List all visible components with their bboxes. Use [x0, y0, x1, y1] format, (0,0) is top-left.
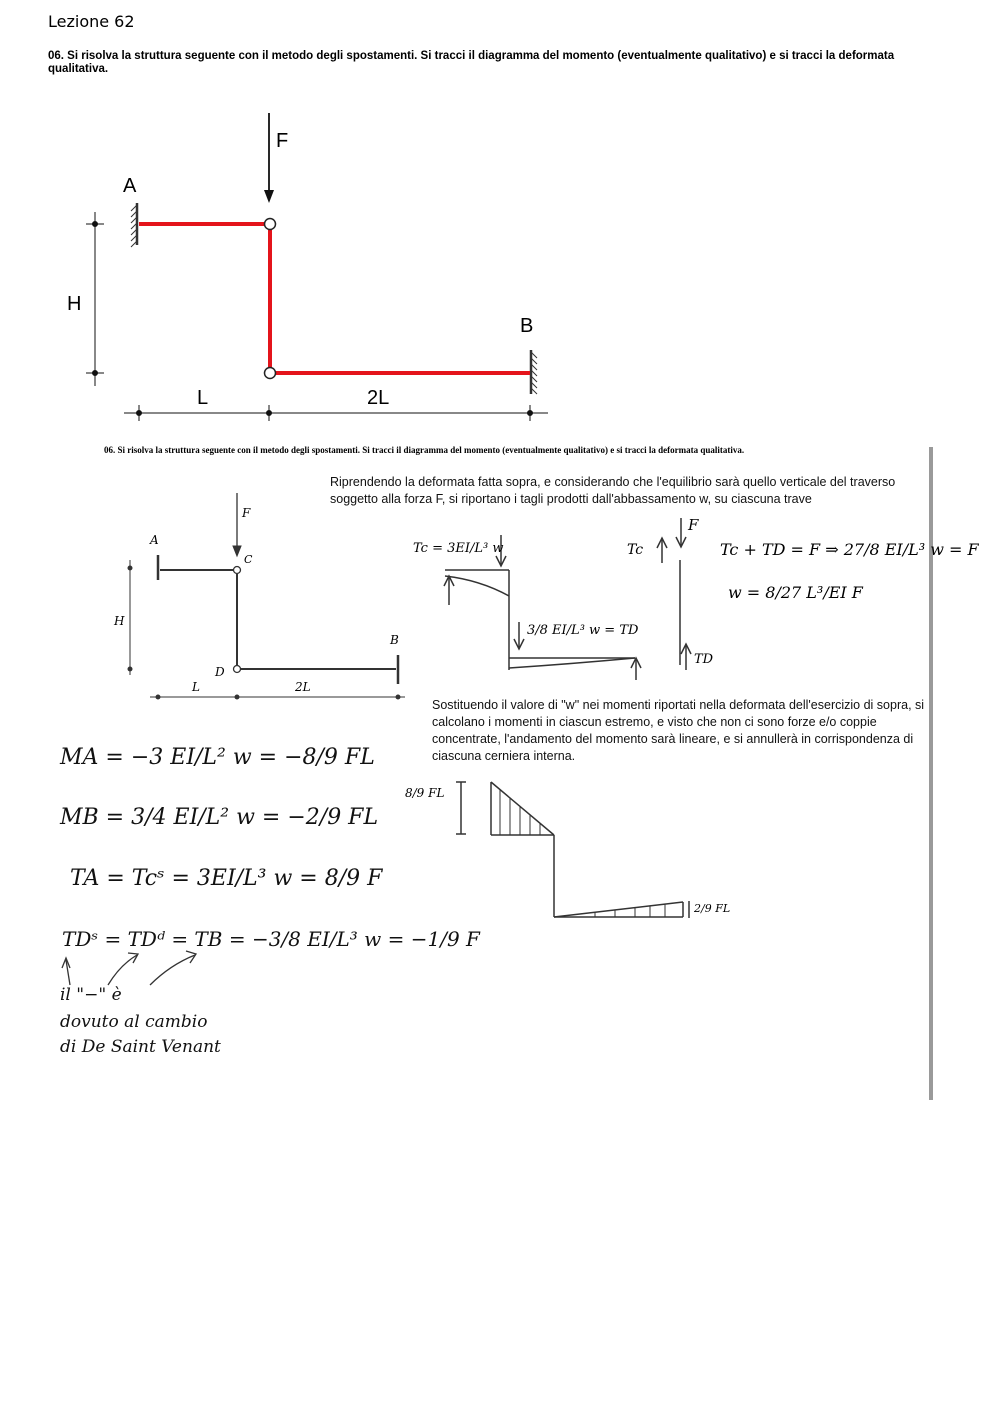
note-line-2: dovuto al cambio [60, 1012, 208, 1032]
note-line-1: il "−" è [60, 985, 122, 1005]
node-a-label: A [123, 175, 137, 197]
span-left-label: L [197, 387, 209, 409]
sketch-structure [128, 493, 405, 699]
sketch-force-label: F [242, 506, 251, 520]
equation-td: TDˢ = TDᵈ = TB = −3/8 EI/L³ w = −1/9 F [62, 927, 480, 951]
w-result: w = 8/27 L³/EI F [728, 583, 863, 602]
equation-ta: TA = Tcˢ = 3EI/L³ w = 8/9 F [70, 866, 383, 891]
sketch-height: H [114, 614, 125, 628]
shear-td-right: TD [694, 652, 714, 667]
lesson-title: Lezione 62 [48, 12, 135, 31]
note-line-3: di De Saint Venant [60, 1037, 221, 1057]
shear-td-left: 3/8 EI/L³ w = TD [527, 623, 639, 638]
node-b-label: B [520, 315, 534, 337]
equilibrium-equation: Tc + TD = F ⇒ 27/8 EI/L³ w = F [720, 540, 979, 559]
annotation-arrows [62, 951, 196, 985]
sketch-span-left: L [192, 680, 200, 694]
force-label: F [276, 130, 289, 152]
shear-force-right: F [688, 516, 699, 534]
span-right-label: 2L [367, 387, 390, 409]
equation-mb: MB = 3/4 EI/L² w = −2/9 FL [60, 805, 379, 830]
sketch-node-a: A [150, 533, 159, 547]
moment-diagram [456, 782, 689, 918]
height-label: H [67, 293, 82, 315]
moment-left-value: 8/9 FL [405, 786, 445, 800]
sketch-span-right: 2L [295, 680, 311, 694]
moment-right-value: 2/9 FL [694, 902, 731, 915]
paragraph-shear: Riprendendo la deformata fatta sopra, e considerando che l'equilibrio sarà quello verticale del traverso soggetto alla forza F, si riportano i tagli prodotti dall'abbassamento w, su ciascuna trave [330, 475, 896, 506]
sketch-node-d: D [215, 665, 225, 679]
scan-header: 06. Si risolva la struttura seguente con il metodo degli spostamenti. Si tracci il diagramma del momento (eventualmente qualitativo) e si tracci la deformata qualitativa. [104, 445, 745, 455]
shear-tc-left: Tc = 3EI/L³ w [413, 541, 504, 556]
shear-tc-right: Tc [627, 542, 644, 558]
paragraph-moment: Sostituendo il valore di "w" nei momenti riportati nella deformata dell'esercizio di sopra, si calcolano i momenti in ciascun estremo, e visto che non ci sono forze e/o coppie concentrate, l'andamento del momento sarà lineare, e si annullerà in corrispondenza di ciascuna cerniera interna. [432, 698, 925, 763]
sketch-node-c: C [244, 553, 253, 566]
exercise-statement: 06. Si risolva la struttura seguente con il metodo degli spostamenti. Si tracci il diagramma del momento (eventualmente qualitativo) e si tracci la deformata qualitativa. [48, 50, 895, 75]
equation-ma: MA = −3 EI/L² w = −8/9 FL [60, 745, 375, 770]
sketch-node-b: B [390, 633, 399, 647]
shear-sketch [444, 535, 644, 680]
free-body [657, 518, 691, 670]
